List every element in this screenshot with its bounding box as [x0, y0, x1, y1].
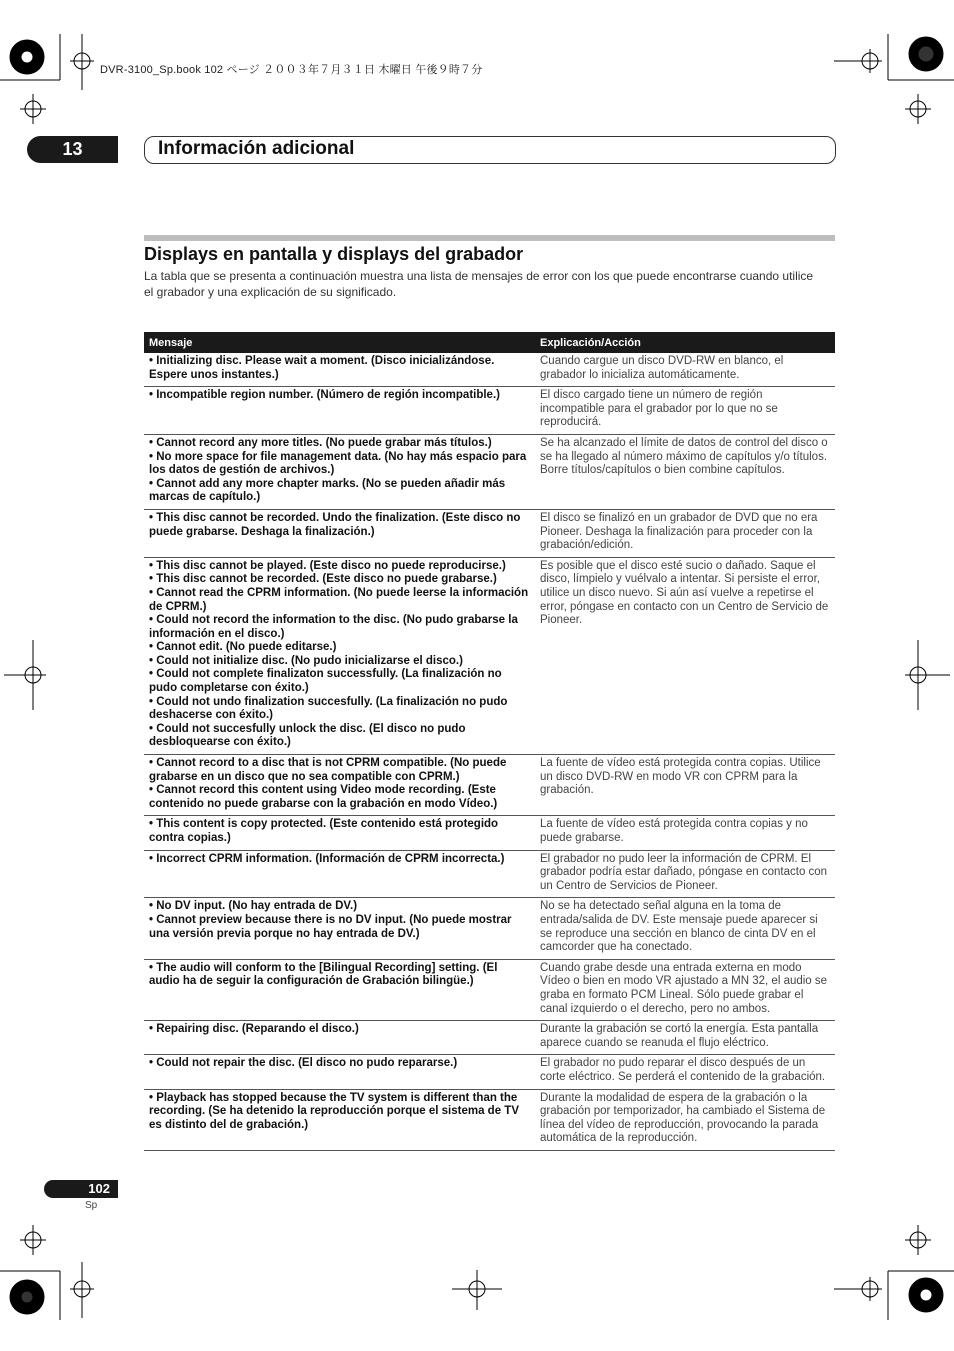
message-text: • This disc cannot be recorded. (Este disco no puede grabarse.)	[149, 573, 497, 586]
table-row	[144, 434, 835, 509]
message-cell	[144, 387, 535, 435]
table-row	[144, 755, 835, 816]
table-row	[144, 509, 835, 557]
message-text: • Could not repair the disc. (El disco no pudo repararse.)	[149, 1057, 458, 1070]
message-text: • Cannot record any more titles. (No puede grabar más títulos.)	[149, 436, 492, 449]
messages-table	[144, 332, 835, 1151]
table-row	[144, 353, 835, 387]
message-text: • Incompatible region number. (Número de región incompatible.)	[149, 389, 500, 402]
table-header-row	[144, 332, 835, 353]
table-row	[144, 898, 835, 959]
explanation-cell: Es posible que el disco esté sucio o dañado. Saque el disco, límpielo y vuélvalo a intentar. Si persiste el error, utilice un disco nuevo. Si aún así vuelve a repetirse el error, póngase en contacto con un Centro de Servicio de Pioneer.	[535, 557, 835, 754]
header-message: Mensaje	[144, 332, 535, 353]
table-row	[144, 1055, 835, 1089]
message-cell	[144, 1021, 535, 1055]
message-text: • Initializing disc. Please wait a moment. (Disco inicializándose. Espere unos instantes.)	[149, 355, 495, 381]
table-body	[144, 353, 835, 1150]
book-header: DVR-3100_Sp.book 102 ページ ２００３年７月３１日 木曜日 午後９時７分	[100, 64, 483, 76]
explanation-cell: El grabador no pudo reparar el disco después de un corte eléctrico. Se perderá el contenido de la grabación.	[535, 1055, 835, 1089]
message-text: • No DV input. (No hay entrada de DV.)	[149, 900, 358, 913]
message-cell	[144, 509, 535, 557]
message-text: • Could not complete finalizaton successfully. (La finalización no pudo completarse con éxito.)	[149, 668, 502, 695]
message-cell	[144, 816, 535, 850]
chapter-title: Información adicional	[158, 138, 355, 159]
message-text: • This content is copy protected. (Este contenido está protegido contra copias.)	[149, 818, 499, 844]
table-row	[144, 959, 835, 1020]
message-text: • This disc cannot be recorded. Undo the finalization. (Este disco no puede grabarse. Deshaga la finalización.)	[149, 511, 521, 538]
section-rule	[144, 235, 835, 241]
message-text: • Cannot read the CPRM information. (No puede leerse la información de CPRM.)	[149, 586, 529, 613]
message-cell	[144, 755, 535, 816]
message-text: • Cannot record to a disc that is not CPRM compatible. (No puede grabarse en un disco que no sea compatible con CPRM.)	[149, 757, 507, 783]
section-title: Displays en pantalla y displays del grabador	[144, 244, 524, 264]
message-cell	[144, 959, 535, 1020]
explanation-cell: Se ha alcanzado el límite de datos de control del disco o se ha llegado al número máximo de capítulos y/o títulos. Borre títulos/capítulos o bien combine capítulos.	[535, 434, 835, 509]
table-row	[144, 1089, 835, 1150]
message-text: • Could not record the information to the disc. (No pudo grabarse la información en el disco.)	[149, 614, 518, 640]
table-row	[144, 850, 835, 898]
table-row	[144, 557, 835, 754]
chapter-number: 13	[27, 136, 118, 163]
explanation-cell: Cuando grabe desde una entrada externa en modo Vídeo o bien en modo VR ajustado a MN 32, el audio se graba en formato PCM Lineal. Sólo puede grabar el canal izquierdo o el derecho, pero no ambos.	[535, 959, 835, 1020]
explanation-cell: La fuente de vídeo está protegida contra copias. Utilice un disco DVD-RW en modo VR con CPRM para la grabación.	[535, 755, 835, 816]
message-text: • Cannot preview because there is no DV input. (No puede mostrar una versión previa porque no hay entrada de DV.)	[149, 913, 512, 940]
message-text: • Could not undo finalization succesfully. (La finalización no pudo deshacerse con éxito.)	[149, 695, 508, 722]
message-cell	[144, 353, 535, 387]
message-cell	[144, 898, 535, 959]
message-text: • Cannot record this content using Video mode recording. (Este contenido no puede grabarse con la grabación en modo Vídeo.)	[149, 784, 498, 810]
message-cell	[144, 850, 535, 898]
message-text: • Cannot edit. (No puede editarse.)	[149, 641, 337, 654]
message-text: • Could not initialize disc. (No pudo inicializarse el disco.)	[149, 654, 463, 667]
explanation-cell: Durante la grabación se cortó la energía. Esta pantalla aparece cuando se reanuda el flujo eléctrico.	[535, 1021, 835, 1055]
explanation-cell: El grabador no pudo leer la información de CPRM. El grabador podría estar dañado, póngase en contacto con un Centro de Servicios de Pioneer.	[535, 850, 835, 898]
message-text: • This disc cannot be played. (Este disco no puede reproducirse.)	[149, 559, 506, 572]
explanation-cell: Durante la modalidad de espera de la grabación o la grabación por temporizador, ha cambiado el Sistema de línea del vídeo de reproducción, provocando la parada automática de la reproducción.	[535, 1089, 835, 1150]
header-explanation: Explicación/Acción	[535, 332, 835, 353]
message-cell	[144, 557, 535, 754]
table-row	[144, 387, 835, 435]
message-text: • No more space for file management data. (No hay más espacio para los datos de gestión de archivos.)	[149, 450, 527, 477]
message-text: • Repairing disc. (Reparando el disco.)	[149, 1023, 359, 1036]
explanation-cell: La fuente de vídeo está protegida contra copias y no puede grabarse.	[535, 816, 835, 850]
message-cell	[144, 1089, 535, 1150]
explanation-cell: No se ha detectado señal alguna en la toma de entrada/salida de DV. Este mensaje puede aparecer si se reproduce una sección en blanco de cinta DV en el camcorder que ha conectado.	[535, 898, 835, 959]
section-intro: La tabla que se presenta a continuación muestra una lista de mensajes de error con los que puede encontrarse cuando utilice el grabador y una explicación de su significado.	[144, 269, 814, 299]
table-row	[144, 816, 835, 850]
message-text: • Playback has stopped because the TV system is different than the recording. (Se ha detenido la reproducción porque el sistema de TV es distinto del de grabación.)	[149, 1091, 519, 1131]
explanation-cell: Cuando cargue un disco DVD-RW en blanco, el grabador lo inicializa automáticamente.	[535, 353, 835, 387]
explanation-cell: El disco se finalizó en un grabador de DVD que no era Pioneer. Deshaga la finalización para proceder con la grabación/edición.	[535, 509, 835, 557]
message-text: • The audio will conform to the [Bilingual Recording] setting. (El audio ha de seguir la configuración de Grabación bilingüe.)	[149, 961, 498, 988]
message-cell	[144, 1055, 535, 1089]
explanation-cell: El disco cargado tiene un número de región incompatible para el grabador por lo que no se reproducirá.	[535, 387, 835, 435]
page-language: Sp	[85, 1200, 98, 1211]
message-text: • Cannot add any more chapter marks. (No se pueden añadir más marcas de capítulo.)	[149, 477, 506, 504]
message-text: • Could not succesfully unlock the disc. (El disco no pudo desbloquearse con éxito.)	[149, 722, 466, 749]
table-row	[144, 1021, 835, 1055]
message-cell	[144, 434, 535, 509]
message-text: • Incorrect CPRM information. (Información de CPRM incorrecta.)	[149, 852, 505, 865]
page-number: 102	[44, 1180, 118, 1198]
